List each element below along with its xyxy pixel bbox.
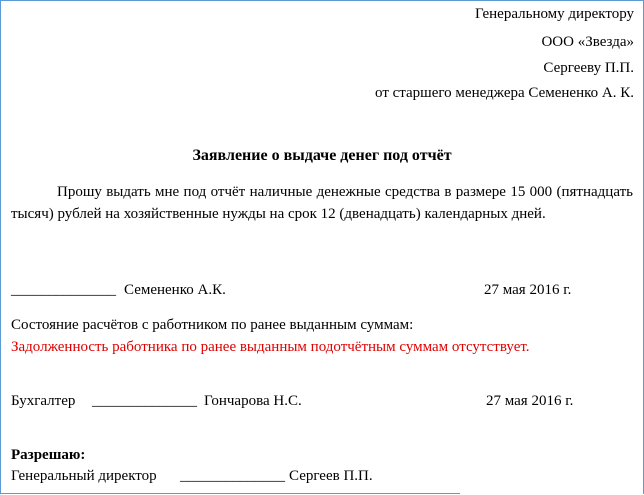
addressee-position: Генеральному директору	[474, 6, 634, 22]
employee-name: Семененко А.К.	[124, 282, 226, 298]
accountant-date: 27 мая 2016 г.	[486, 393, 574, 409]
approval-label: Разрешаю:	[11, 447, 86, 463]
addressee-company: ООО «Звезда»	[541, 34, 634, 50]
document-bottom-border	[0, 493, 460, 494]
accountant-role: Бухгалтер	[11, 393, 76, 409]
employee-signature-line: ______________	[11, 282, 116, 298]
sender-line: от старшего менеджера Семененко А. К.	[375, 85, 634, 101]
settlement-label: Состояние расчётов с работником по ранее выданным суммам:	[11, 317, 414, 333]
accountant-signature-line: ______________	[92, 393, 197, 409]
settlement-status: Задолженность работника по ранее выданным подотчётным суммам отсутствует.	[11, 339, 530, 355]
director-name: Сергеев П.П.	[289, 468, 373, 484]
director-signature-line: ______________	[180, 468, 285, 484]
employee-date: 27 мая 2016 г.	[484, 282, 572, 298]
accountant-name: Гончарова Н.С.	[204, 393, 302, 409]
director-role: Генеральный директор	[11, 468, 157, 484]
addressee-name: Сергееву П.П.	[543, 60, 634, 76]
request-paragraph: Прошу выдать мне под отчёт наличные денежные средства в размере 15 000 (пятнадцать тысяч) рублей на хозяйственные нужды на срок 12 (двенадцать) календарных дней.	[11, 184, 633, 222]
document-title: Заявление о выдаче денег под отчёт	[192, 147, 452, 164]
